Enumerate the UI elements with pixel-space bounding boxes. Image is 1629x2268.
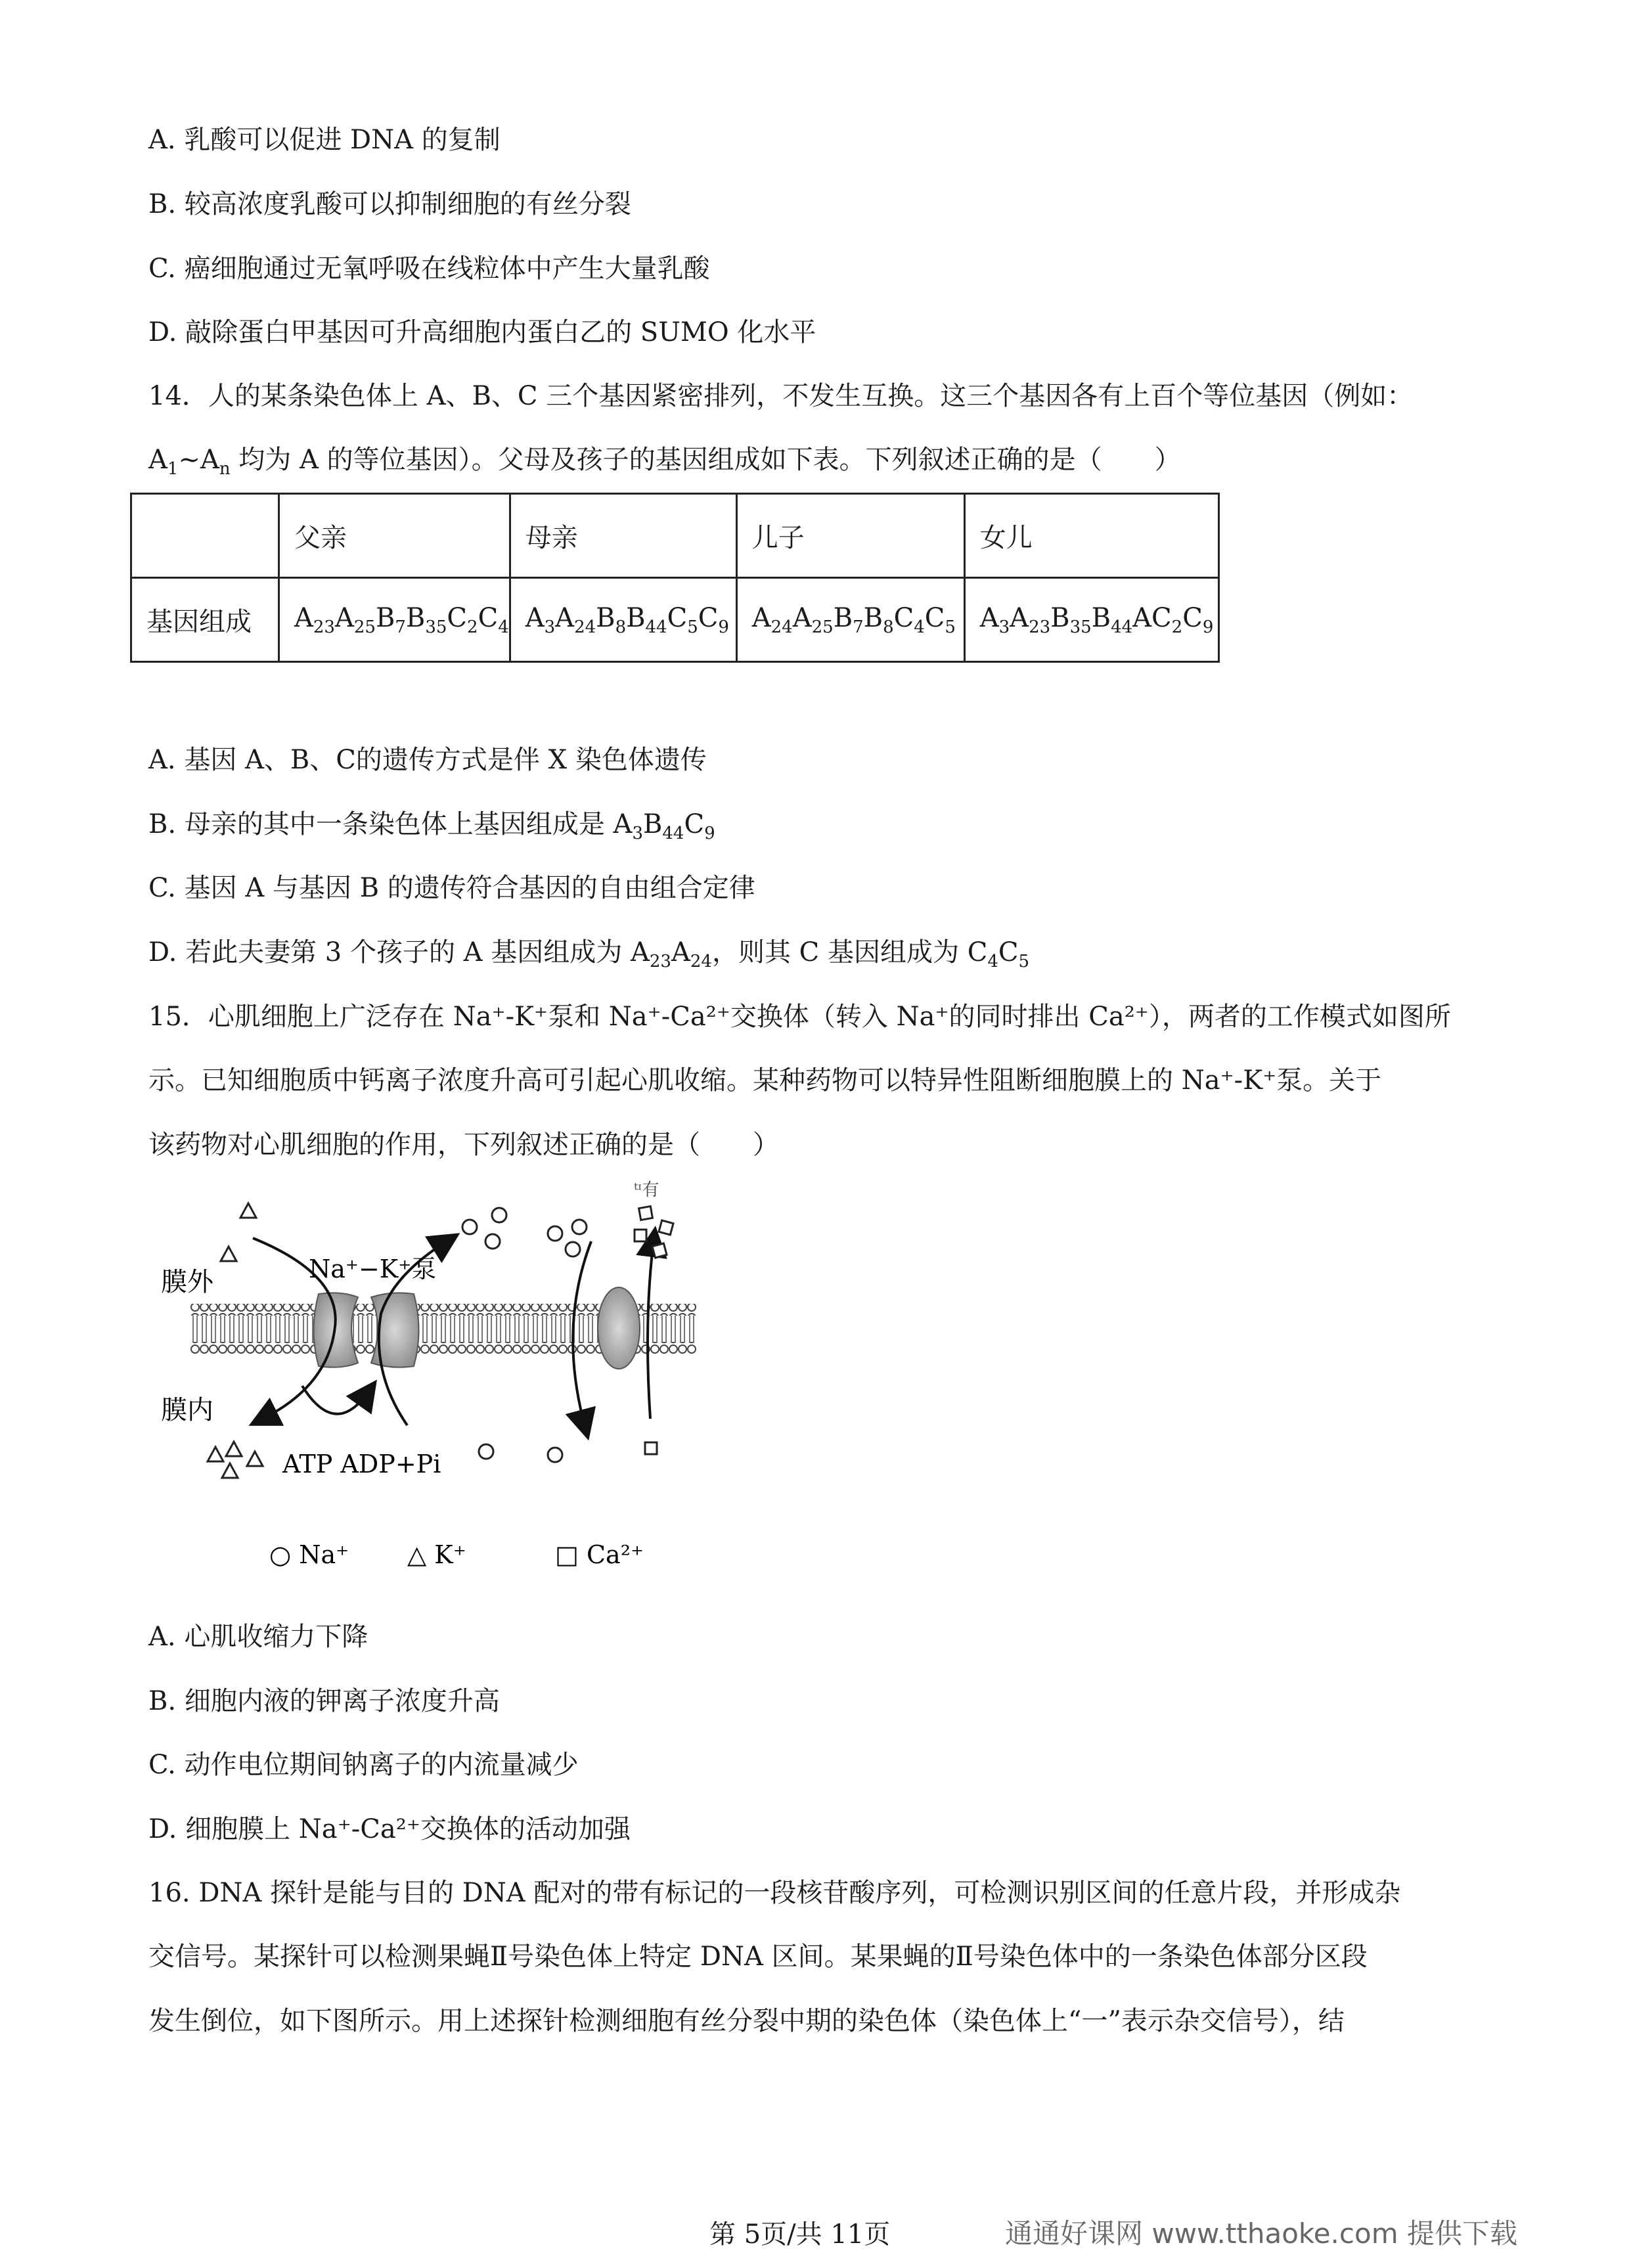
genotype-allele-subscript: 9 — [1202, 617, 1214, 637]
table-header-son: 儿子 — [736, 494, 964, 578]
q14-stem-line2: $A_1\sim A_n$ 均为 A 的等位基因）。父母及孩子的基因组成如下表。下列叙述正确的是（ ） — [148, 445, 1181, 479]
genotype-allele-letter: A — [1010, 602, 1029, 633]
genotype-allele-subscript: 44 — [645, 617, 667, 637]
table-header-row — [131, 494, 1219, 578]
membrane-transport-figure — [145, 1176, 703, 1590]
genotype-allele-subscript: 7 — [395, 617, 406, 637]
na-ca-exchanger-protein — [598, 1287, 640, 1369]
q13-option-b: B. 较高浓度乳酸可以抑制细胞的有丝分裂 — [148, 189, 631, 219]
genotype-allele-letter: A — [294, 602, 313, 633]
top-text-fragment: ᵗᶦ有 — [634, 1180, 659, 1200]
genotype-allele-subscript: 2 — [1171, 617, 1183, 637]
inside-membrane-label: 膜内 — [161, 1395, 213, 1425]
genotype-allele-letter: A — [979, 602, 999, 633]
genotype-allele-letter: B — [1091, 602, 1111, 633]
q15-option-c: C. 动作电位期间钠离子的内流量减少 — [148, 1750, 579, 1780]
genotype-cell-mother — [510, 578, 736, 662]
q14-option-a: A. 基因 A、B、C的遗传方式是伴 X 染色体遗传 — [148, 745, 707, 775]
q15-option-d: D. 细胞膜上 Na⁺-Ca²⁺交换体的活动加强 — [148, 1814, 631, 1844]
genotype-allele-subscript: 23 — [313, 617, 335, 637]
q15-stem-line1: 15．心肌细胞上广泛存在 Na⁺-K⁺泵和 Na⁺-Ca²⁺交换体（转入 Na⁺的同时排出 Ca²⁺），两者的工作模式如图所 — [148, 1002, 1451, 1032]
genotype-allele-subscript: 2 — [467, 617, 478, 637]
genotype-allele-subscript: 9 — [718, 617, 729, 637]
genotype-cell-father — [279, 578, 510, 662]
genotype-cell-son — [736, 578, 964, 662]
genotype-allele-subscript: 5 — [687, 617, 698, 637]
genotype-allele-subscript: 4 — [914, 617, 925, 637]
table-header-father: 父亲 — [279, 494, 510, 578]
q14-stem-line1: 14．人的某条染色体上 A、B、C 三个基因紧密排列，不发生互换。这三个基因各有上百个等位基因（例如： — [148, 381, 1414, 411]
genotype-allele-subscript: 5 — [945, 617, 956, 637]
q14-option-d: D. 若此夫妻第 3 个孩子的 A 基因组成为 $A_{23}A_{24}$，则其 C 基因组成为 $C_4C_5$ — [148, 937, 1030, 971]
q16-stem-line3: 发生倒位，如下图所示。用上述探针检测细胞有丝分裂中期的染色体（染色体上“一”表示杂交信号），结 — [148, 2006, 1345, 2036]
genotype-allele-subscript: 23 — [1029, 617, 1051, 637]
genotype-allele-subscript: 44 — [1111, 617, 1133, 637]
q14-option-b: B. 母亲的其中一条染色体上基因组成是 $A_3B_{44}C_9$ — [148, 809, 715, 843]
q15-stem-line2: 示。已知细胞质中钙离子浓度升高可引起心肌收缩。某种药物可以特异性阻断细胞膜上的 Na⁺-K⁺泵。关于 — [148, 1065, 1382, 1096]
genotype-allele-subscript: 8 — [615, 617, 627, 637]
genotype-allele-subscript: 24 — [770, 617, 793, 637]
atp-adp-label: ATP ADP+Pi — [282, 1450, 441, 1479]
genotype-allele-letter: B — [833, 602, 853, 633]
genotype-allele-letter: A — [555, 602, 575, 633]
genotype-allele-letter: A — [525, 602, 545, 633]
outside-membrane-label: 膜外 — [161, 1267, 213, 1297]
genotype-table — [130, 493, 1220, 663]
genotype-allele-letter: B — [863, 602, 883, 633]
genotype-allele-letter: C — [667, 602, 688, 633]
q13-option-d: D. 敲除蛋白甲基因可升高细胞内蛋白乙的 SUMO 化水平 — [148, 317, 816, 347]
page-footer: 第 5页/共 11页 — [709, 2219, 891, 2250]
genotype-allele-letter: C — [924, 602, 945, 633]
genotype-allele-letter: C — [1182, 602, 1203, 633]
genotype-allele-letter: C — [698, 602, 719, 633]
genotype-allele-subscript: 3 — [998, 617, 1010, 637]
genotype-allele-subscript: 4 — [498, 617, 509, 637]
legend-k: △ K⁺ — [407, 1540, 466, 1569]
genotype-allele-subscript: 3 — [544, 617, 556, 637]
genotype-allele-subscript: 25 — [811, 617, 834, 637]
genotype-allele-subscript: 24 — [574, 617, 596, 637]
table-row-label: 基因组成 — [131, 578, 279, 662]
table-row — [131, 578, 1219, 662]
table-header-blank — [131, 494, 279, 578]
genotype-allele-letter: C — [478, 602, 499, 633]
q13-option-c: C. 癌细胞通过无氧呼吸在线粒体中产生大量乳酸 — [148, 254, 710, 284]
q13-option-a: A. 乳酸可以促进 DNA 的复制 — [148, 125, 501, 155]
q16-stem-line2: 交信号。某探针可以检测果蝇Ⅱ号染色体上特定 DNA 区间。某果蝇的Ⅱ号染色体中的一条染色体部分区段 — [148, 1942, 1368, 1972]
genotype-allele-letter: B — [405, 602, 426, 633]
q16-stem-line1: 16. DNA 探针是能与目的 DNA 配对的带有标记的一段核苷酸序列，可检测识别区间的任意片段，并形成杂 — [148, 1878, 1401, 1908]
genotype-allele-letter: B — [626, 602, 646, 633]
genotype-allele-letter: B — [375, 602, 395, 633]
genotype-allele-letter: B — [1050, 602, 1070, 633]
genotype-allele-subscript: 25 — [353, 617, 376, 637]
genotype-cell-daughter — [964, 578, 1218, 662]
q14-option-c: C. 基因 A 与基因 B 的遗传符合基因的自由组合定律 — [148, 873, 755, 903]
na-k-pump-label: Na⁺−K⁺泵 — [309, 1255, 437, 1283]
genotype-allele-letter: A — [334, 602, 354, 633]
genotype-allele-letter: A — [751, 602, 771, 633]
legend-na: ○ Na⁺ — [269, 1540, 349, 1569]
watermark-text: 通通好课网 www.tthaoke.com 提供下载 — [1005, 2217, 1517, 2250]
genotype-allele-letter: B — [596, 602, 615, 633]
genotype-allele-subscript: 35 — [1069, 617, 1092, 637]
genotype-allele-subscript: 7 — [853, 617, 864, 637]
q15-stem-line3: 该药物对心肌细胞的作用，下列叙述正确的是（ ） — [148, 1130, 779, 1160]
genotype-allele-letter: AC — [1132, 602, 1172, 633]
genotype-allele-letter: A — [792, 602, 812, 633]
genotype-allele-subscript: 8 — [883, 617, 894, 637]
genotype-allele-letter: C — [447, 602, 468, 633]
legend-ca: □ Ca²⁺ — [555, 1540, 644, 1569]
table-header-mother: 母亲 — [510, 494, 736, 578]
genotype-allele-subscript: 35 — [425, 617, 447, 637]
q15-option-b: B. 细胞内液的钾离子浓度升高 — [148, 1686, 500, 1716]
q15-option-a: A. 心肌收缩力下降 — [148, 1622, 368, 1652]
genotype-allele-letter: C — [893, 602, 914, 633]
table-header-daughter: 女儿 — [964, 494, 1218, 578]
